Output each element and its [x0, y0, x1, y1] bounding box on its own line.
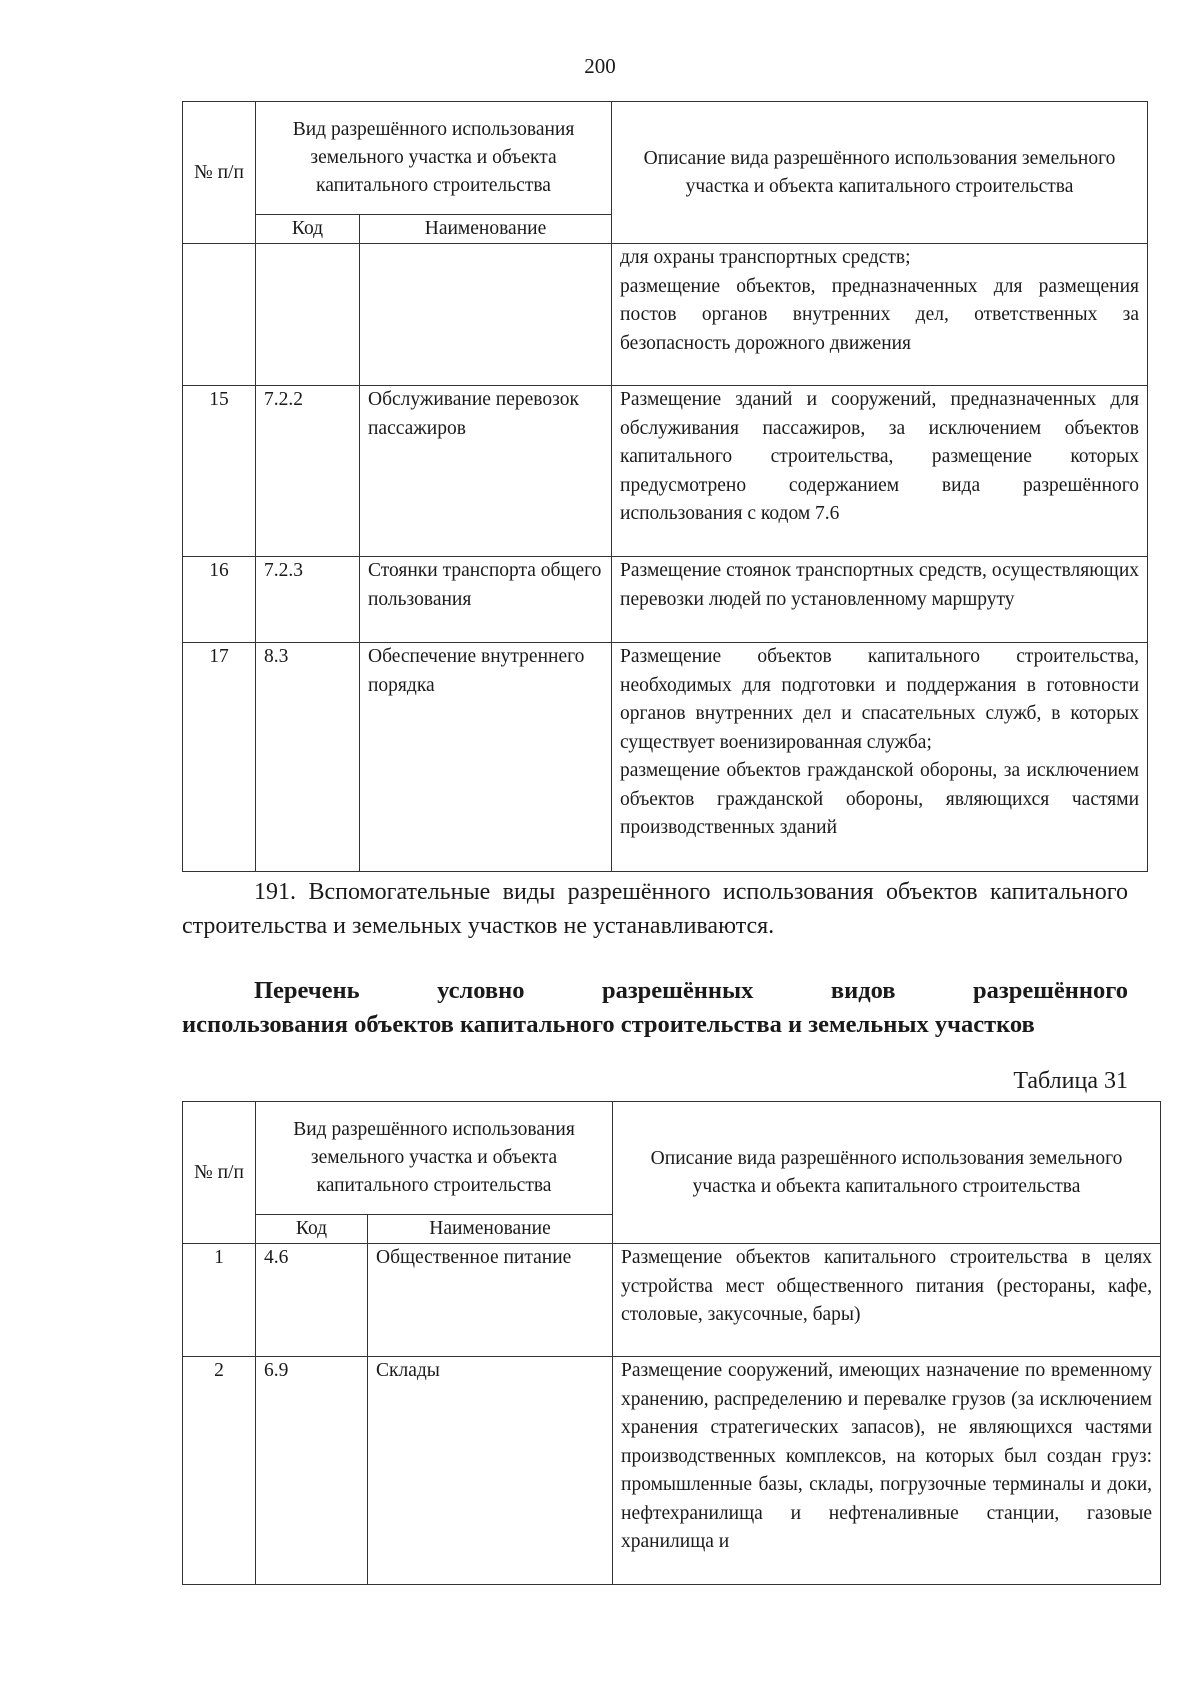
table-row — [183, 1244, 1161, 1357]
row-code: 8.3 — [256, 643, 360, 872]
row-code: 7.2.3 — [256, 557, 360, 643]
land-use-table-continued — [182, 101, 1148, 872]
row-code: 6.9 — [256, 1357, 368, 1585]
row-number: 15 — [183, 386, 256, 557]
row-number: 1 — [183, 1244, 256, 1357]
header-description: Описание вида разрешённого использования земельного участка и объекта капитального строительства — [613, 1102, 1161, 1244]
description-cell: Размещение объектов капитального строительства, необходимых для подготовки и поддержания в готовности органов внутренних дел и спасательных служб, в которых существует военизированная служба; размещение объектов гражданской обороны, за исключением объектов гражданской обороны, являющихся частями производственных зданий — [612, 643, 1148, 872]
row-number: 16 — [183, 557, 256, 643]
table-caption: Таблица 31 — [1013, 1068, 1128, 1094]
table-row — [183, 643, 1148, 872]
header-type: Вид разрешённого использования земельного участка и объекта капитального строительства — [256, 1102, 613, 1215]
row-name: Стоянки транспорта общего пользования — [360, 557, 612, 643]
header-num: № п/п — [183, 102, 256, 244]
table-row — [183, 244, 1148, 386]
description-cell: Размещение объектов капитального строительства в целях устройства мест общественного питания (рестораны, кафе, столовые, закусочные, бары) — [613, 1244, 1161, 1357]
row-code: 7.2.2 — [256, 386, 360, 557]
table-row — [183, 386, 1148, 557]
description-cell: Размещение стоянок транспортных средств, осуществляющих перевозки людей по установленному маршруту — [612, 557, 1148, 643]
row-name: Общественное питание — [368, 1244, 613, 1357]
section-heading — [182, 974, 1128, 1042]
row-name: Обслуживание перевозок пассажиров — [360, 386, 612, 557]
heading-rest: использования объектов капитального строительства и земельных участков — [182, 1011, 1035, 1038]
row-number: 2 — [183, 1357, 256, 1585]
row-name: Склады — [368, 1357, 613, 1585]
description-cell: для охраны транспортных средств; размещение объектов, предназначенных для размещения постов органов внутренних дел, ответственных за безопасность дорожного движения — [612, 244, 1148, 386]
paragraph-191: 191. Вспомогательные виды разрешённого использования объектов капитального строительства и земельных участков не устанавливаются. — [182, 879, 1128, 939]
row-name: Обеспечение внутреннего порядка — [360, 643, 612, 872]
header-description: Описание вида разрешённого использования земельного участка и объекта капитального строительства — [612, 102, 1148, 244]
header-name: Наименование — [368, 1215, 613, 1244]
conditional-land-use-table — [182, 1101, 1161, 1585]
table-row — [183, 1357, 1161, 1585]
table-row — [183, 557, 1148, 643]
row-code: 4.6 — [256, 1244, 368, 1357]
header-type: Вид разрешённого использования земельного участка и объекта капитального строительства — [256, 102, 612, 215]
description-cell: Размещение сооружений, имеющих назначение по временному хранению, распределению и перевалке грузов (за исключением хранения стратегических запасов), не являющихся частями производственных комплексов, на которых был создан груз: промышленные базы, склады, погрузочные терминалы и доки, нефтехранилища и нефтеналивные станции, газовые хранилища и — [613, 1357, 1161, 1585]
description-cell: Размещение зданий и сооружений, предназначенных для обслуживания пассажиров, за исключением объектов капитального строительства, размещение которых предусмотрено содержанием вида разрешённого использования с кодом 7.6 — [612, 386, 1148, 557]
heading-line-1: Перечень условно разрешённых видов разрешённого — [254, 977, 1128, 1004]
row-number: 17 — [183, 643, 256, 872]
header-code: Код — [256, 215, 360, 244]
header-num: № п/п — [183, 1102, 256, 1244]
header-code: Код — [256, 1215, 368, 1244]
page-number: 200 — [584, 54, 616, 78]
header-name: Наименование — [360, 215, 612, 244]
